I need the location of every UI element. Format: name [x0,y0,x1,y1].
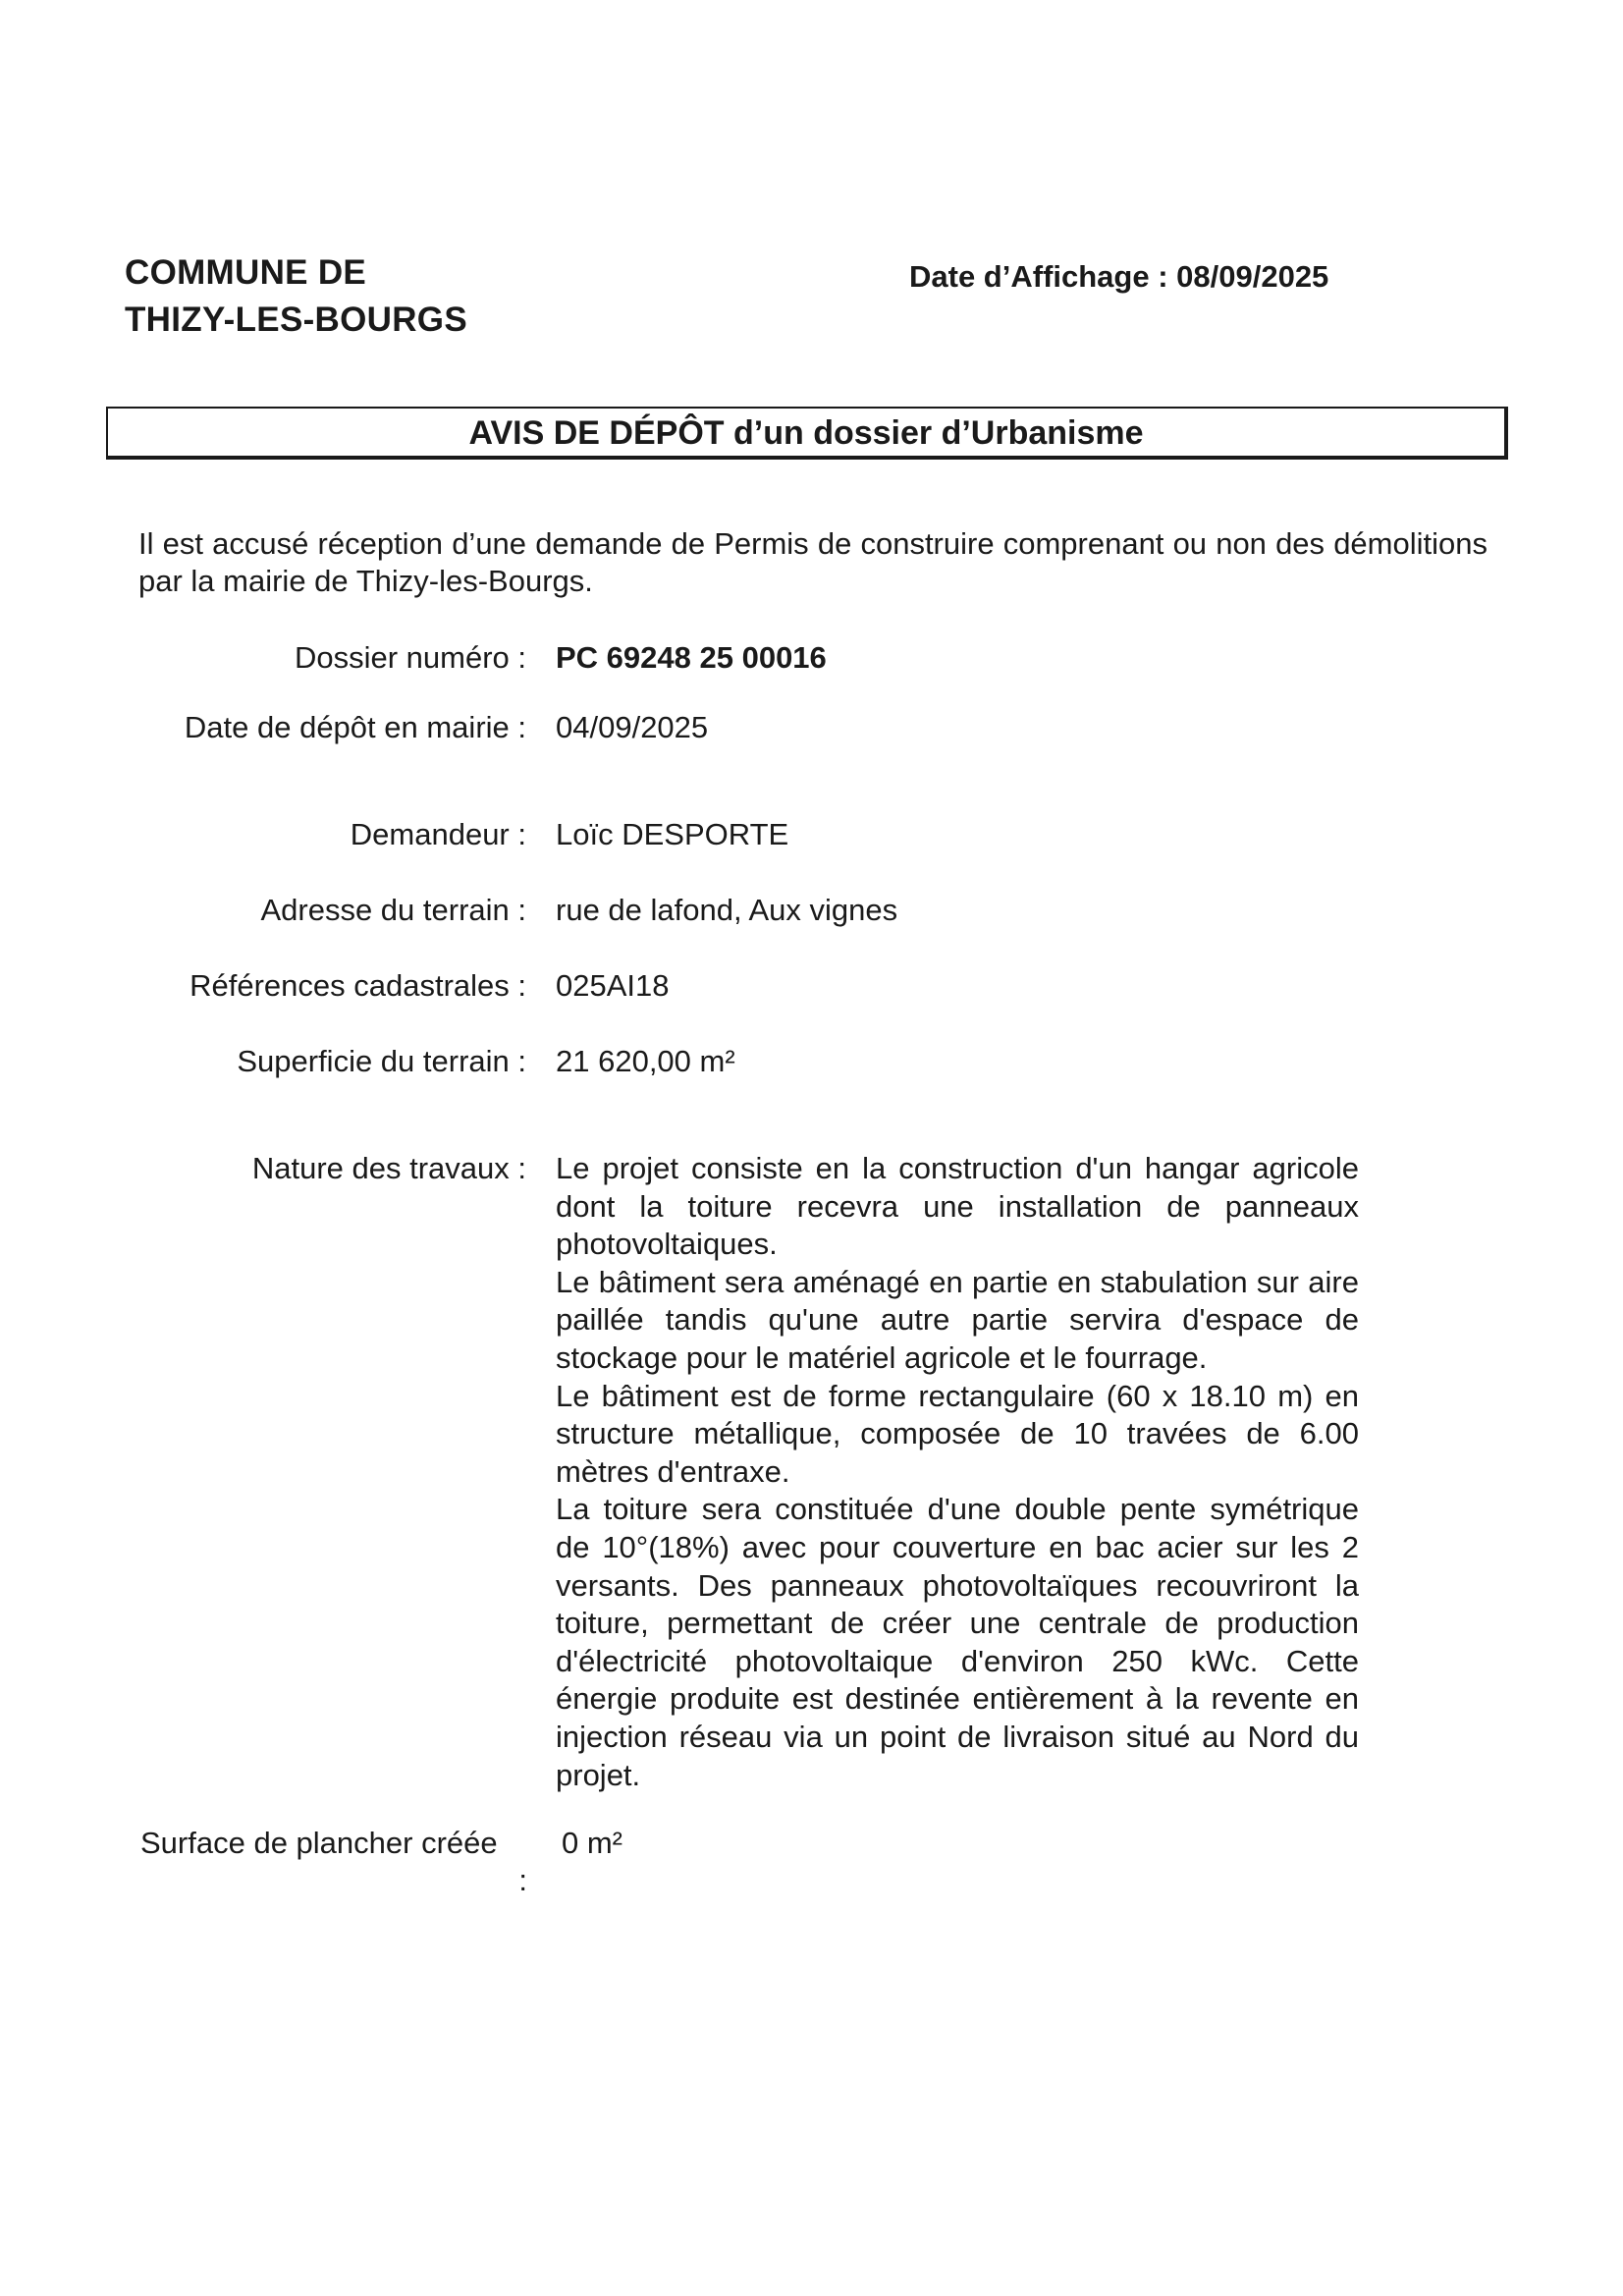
demandeur-label: Demandeur : [350,817,526,851]
adresse-label: Adresse du terrain : [260,893,526,927]
commune-line-2: THIZY-LES-BOURGS [125,301,467,339]
commune-line-1: COMMUNE DE [125,253,367,292]
surface-value: 0 m² [562,1826,622,1860]
demandeur-value: Loïc DESPORTE [556,817,789,851]
dossier-label: Dossier numéro : [294,640,526,675]
date-depot-label: Date de dépôt en mairie : [184,710,526,744]
nature-paragraph: Le projet consiste en la construction d'un hangar agricole dont la toiture recevra une installation de panneaux photovoltaiques. [556,1151,1359,1262]
superficie-value: 21 620,00 m² [556,1044,735,1078]
adresse-value: rue de lafond, Aux vignes [556,893,898,927]
surface-label-colon: : [518,1863,527,1897]
nature-paragraph: Le bâtiment sera aménagé en partie en stabulation sur aire paillée tandis qu'une autre partie servira d'espace de stockage pour le matériel agricole et le fourrage. [556,1264,1359,1375]
references-label: Références cadastrales : [189,968,526,1003]
date-depot-value: 04/09/2025 [556,710,709,744]
superficie-label: Superficie du terrain : [237,1044,526,1078]
date-affichage: Date d’Affichage : 08/09/2025 [909,259,1329,294]
intro-paragraph: Il est accusé réception d’une demande de Permis de construire comprenant ou non des démolitions par la mairie de Thizy-les-Bourgs. [138,526,1488,598]
surface-label [140,1825,527,1899]
nature-paragraph: La toiture sera constituée d'une double pente symétrique de 10°(18%) avec pour couverture en bac acier sur les 2 versants. Des panneaux photovoltaïques recouvriront la toiture, permettant de créer une centrale de production d'électricité photovoltaique d'environ 250 kWc. Cette énergie produite est destinée entièrement à la revente en injection réseau via un point de livraison situé au Nord du projet. [556,1492,1359,1792]
commune-name [125,249,467,344]
references-value: 025AI18 [556,968,670,1003]
nature-label: Nature des travaux : [251,1151,526,1185]
surface-label-text: Surface de plancher créée [140,1826,498,1860]
notice-title: AVIS DE DÉPÔT d’un dossier d’Urbanisme [106,407,1508,460]
nature-paragraph: Le bâtiment est de forme rectangulaire (60 x 18.10 m) en structure métallique, composée de 10 travées de 6.00 mètres d'entraxe. [556,1378,1359,1489]
dossier-value: PC 69248 25 00016 [556,640,827,675]
nature-description [556,1150,1359,1794]
